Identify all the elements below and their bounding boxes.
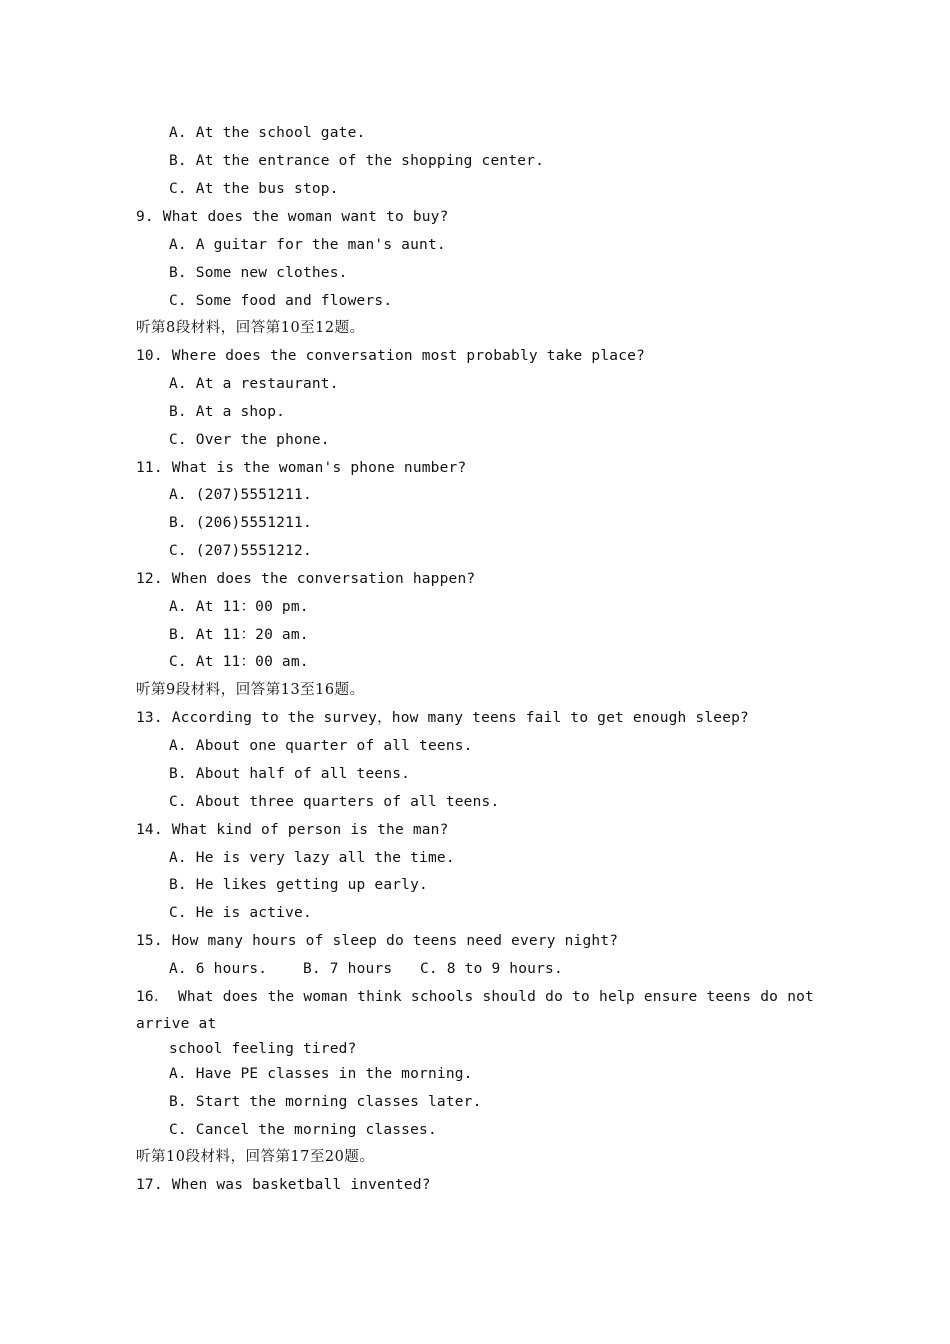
q11-option-b: B. (206)5551211. — [169, 515, 312, 531]
q10-option-c: C. Over the phone. — [169, 432, 330, 448]
q16-question-line2: arrive at — [136, 1016, 217, 1032]
q16-option-c: C. Cancel the morning classes. — [169, 1122, 437, 1138]
q12-question: 12. When does the conversation happen? — [136, 571, 476, 587]
q16-option-a: A. Have PE classes in the morning. — [169, 1066, 473, 1082]
q9-option-c: C. Some food and flowers. — [169, 293, 393, 309]
q9-option-b: B. Some new clothes. — [169, 265, 348, 281]
q8-option-a: A. At the school gate. — [169, 125, 366, 141]
q11-option-a: A. (207)5551211. — [169, 487, 312, 503]
q9-question: 9. What does the woman want to buy? — [136, 209, 449, 225]
q16-option-b: B. Start the morning classes later. — [169, 1094, 482, 1110]
section-9-heading: 听第9段材料，回答第13至16题。 — [136, 682, 365, 698]
q12-option-c: C. At 11：00 am. — [169, 654, 309, 670]
q16-question-line1: 16． What does the woman think schools should do to help ensure teens do not — [136, 989, 814, 1005]
q11-option-c: C. (207)5551212. — [169, 543, 312, 559]
q12-option-b: B. At 11：20 am. — [169, 627, 309, 643]
section-10-heading: 听第10段材料，回答第17至20题。 — [136, 1149, 375, 1165]
q9-option-a: A. A guitar for the man's aunt. — [169, 237, 446, 253]
section-8-heading: 听第8段材料，回答第10至12题。 — [136, 320, 365, 336]
q14-question: 14. What kind of person is the man? — [136, 822, 449, 838]
q15-question: 15. How many hours of sleep do teens need every night? — [136, 933, 619, 949]
q12-option-a: A. At 11：00 pm. — [169, 599, 309, 615]
q14-option-b: B. He likes getting up early. — [169, 877, 428, 893]
q11-question: 11. What is the woman's phone number? — [136, 460, 467, 476]
q8-option-b: B. At the entrance of the shopping center. — [169, 153, 545, 169]
q13-option-b: B. About half of all teens. — [169, 766, 411, 782]
q15-options-row — [169, 960, 563, 978]
q14-option-a: A. He is very lazy all the time. — [169, 850, 455, 866]
q17-question: 17. When was basketball invented? — [136, 1177, 431, 1193]
q15-option-b: B. 7 hours — [303, 961, 393, 977]
q13-option-c: C. About three quarters of all teens. — [169, 794, 500, 810]
q13-question: 13. According to the survey，how many teens fail to get enough sleep? — [136, 710, 749, 726]
q15-option-a: A. 6 hours. — [169, 961, 268, 977]
q15-option-c: C. 8 to 9 hours. — [420, 961, 563, 977]
q10-question: 10. Where does the conversation most probably take place? — [136, 348, 645, 364]
q10-option-b: B. At a shop. — [169, 404, 286, 420]
q8-option-c: C. At the bus stop. — [169, 181, 339, 197]
q16-question-line3: school feeling tired? — [169, 1041, 357, 1057]
q14-option-c: C. He is active. — [169, 905, 312, 921]
q13-option-a: A. About one quarter of all teens. — [169, 738, 473, 754]
q10-option-a: A. At a restaurant. — [169, 376, 339, 392]
